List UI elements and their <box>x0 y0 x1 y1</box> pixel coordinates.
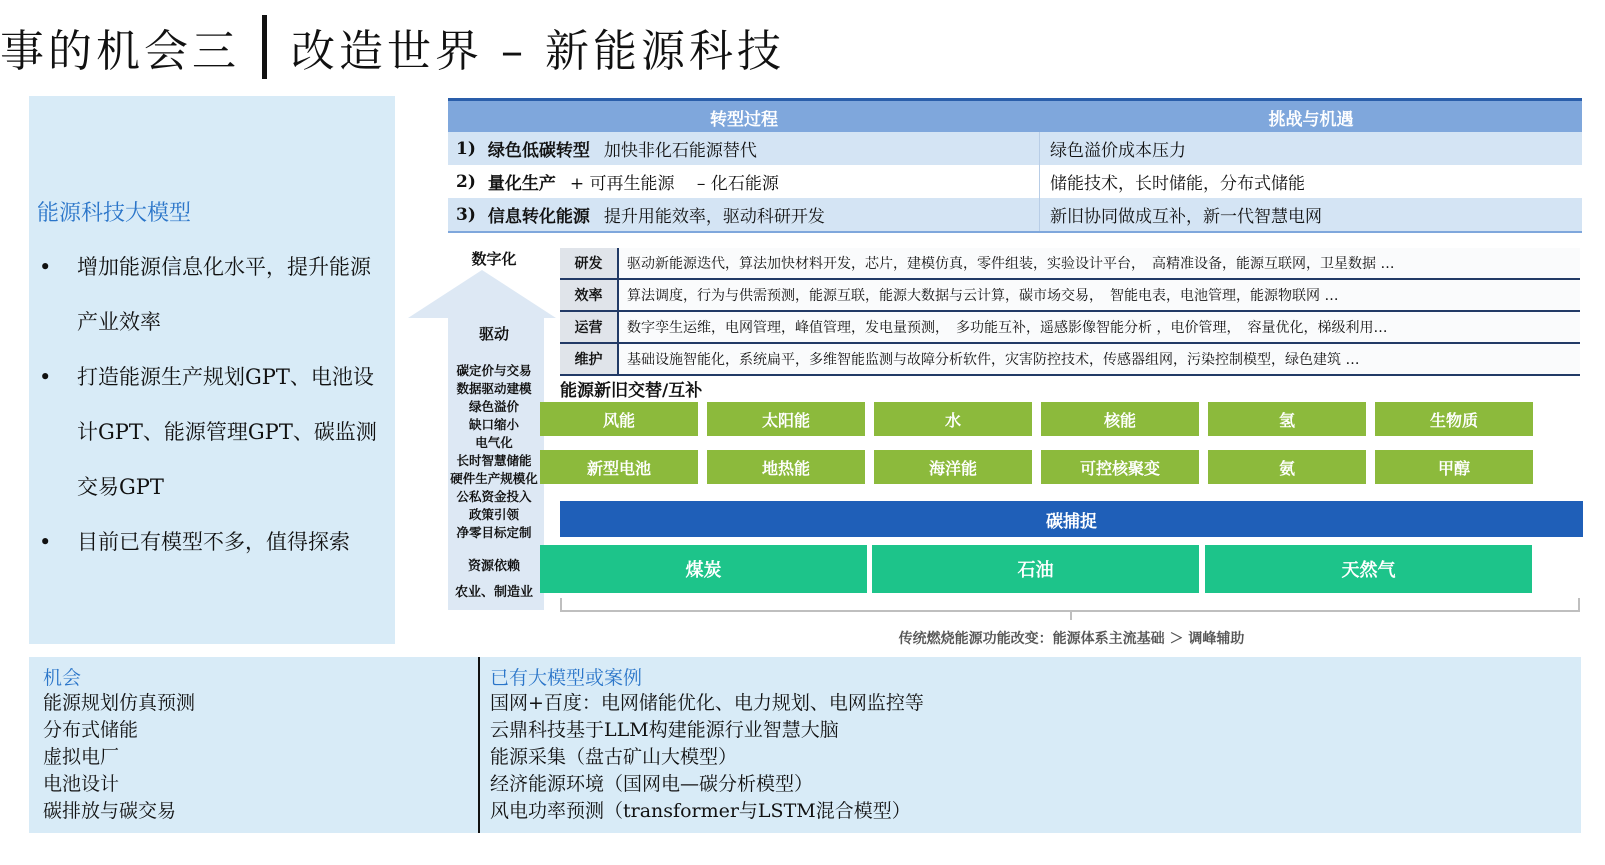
energy-section-title: 能源新旧交替/互补 <box>560 381 703 401</box>
energy-box-hydrogen: 氢 <box>1208 402 1366 436</box>
list-item: 云鼎科技基于LLM构建能源行业智慧大脑 <box>490 719 839 741</box>
table-header <box>448 98 1582 133</box>
digital-row-tag: 研发 <box>560 248 619 278</box>
cases-heading: 已有大模型或案例 <box>490 667 643 689</box>
digital-row-operation <box>560 312 1580 344</box>
list-item: 国网+百度：电网储能优化、电力规划、电网监控等 <box>490 692 924 714</box>
list-item <box>29 515 395 570</box>
left-panel-heading: 能源科技大模型 <box>37 201 192 226</box>
driver-item: 缺口缩小 <box>468 417 519 432</box>
opportunity-list <box>43 690 195 825</box>
bullet: • <box>39 365 52 389</box>
list-item: 风电功率预测（transformer与LSTM混合模型） <box>490 800 911 822</box>
left-panel-list <box>29 240 395 570</box>
bracket-tick <box>1070 610 1072 620</box>
row-challenge: 储能技术，长时储能，分布式储能 <box>1050 174 1305 194</box>
digital-row-text: 基础设施智能化，系统扁平，多维智能监测与故障分析软件，灾害防控技术，传感器组网，污染控制模型，绿色建筑 … <box>619 344 1580 374</box>
bullet: • <box>39 255 52 279</box>
row-desc: 加快非化石能源替代 <box>603 141 757 161</box>
up-arrow-icon <box>406 268 558 320</box>
arrow-foot-1: 资源依赖 <box>467 559 520 574</box>
energy-caption: 传统燃烧能源功能改变：能源体系主流基础 ＞ 调峰辅助 <box>898 631 1245 647</box>
digital-row-tag: 效率 <box>560 280 619 310</box>
opportunity-heading: 机会 <box>43 667 82 689</box>
driver-item: 碳定价与交易 <box>456 363 532 378</box>
digital-row-tag: 维护 <box>560 344 619 374</box>
bullet: • <box>39 530 52 554</box>
list-item: 虚拟电厂 <box>43 746 120 768</box>
arrow-foot-2: 农业、制造业 <box>454 585 533 600</box>
driver-item: 公私资金投入 <box>456 489 532 504</box>
row-challenge: 绿色溢价成本压力 <box>1050 141 1186 161</box>
list-item: 碳排放与碳交易 <box>43 800 177 822</box>
driver-item: 硬件生产规模化 <box>450 471 538 486</box>
arrow-top-label: 数字化 <box>471 250 517 268</box>
table-row <box>448 165 1582 198</box>
row-key: 量化生产 <box>487 174 556 194</box>
left-panel <box>29 96 395 644</box>
energy-box-fusion: 可控核聚变 <box>1041 450 1199 484</box>
traditional-box-oil: 石油 <box>872 545 1199 593</box>
row-number: 1) <box>456 138 476 159</box>
list-item: 电池设计 <box>43 773 120 795</box>
energy-box-solar: 太阳能 <box>707 402 865 436</box>
digital-row-text: 数字孪生运维，电网管理，峰值管理，发电量预测， 多功能互补，遥感影像智能分析 ，电价管理， 容量优化，梯级利用… <box>619 312 1580 342</box>
digital-row-tag: 运营 <box>560 312 619 342</box>
row-key: 信息转化能源 <box>487 207 590 227</box>
table-row <box>448 198 1582 233</box>
title-divider <box>262 15 267 79</box>
list-item <box>29 240 395 350</box>
row-desc: 提升用能效率，驱动科研开发 <box>603 207 825 227</box>
traditional-box-coal: 煤炭 <box>540 545 867 593</box>
row-desc: + 可再生能源 – 化石能源 <box>569 174 779 194</box>
driver-item: 数据驱动建模 <box>456 381 532 396</box>
list-item: 分布式储能 <box>43 719 139 741</box>
energy-box-ocean: 海洋能 <box>874 450 1032 484</box>
row-challenge: 新旧协同做成互补，新一代智慧电网 <box>1050 207 1322 227</box>
page-title-part1: 事的机会三 <box>0 26 240 77</box>
traditional-box-gas: 天然气 <box>1205 545 1532 593</box>
row-number: 3) <box>456 204 476 225</box>
page-title <box>0 2 1000 92</box>
arrow-mid-label: 驱动 <box>478 325 509 343</box>
list-item-text: 增加能源信息化水平，提升能源产业效率 <box>77 255 371 334</box>
driver-item: 净零目标定制 <box>456 525 532 540</box>
list-item: 能源规划仿真预测 <box>43 692 196 714</box>
digital-row-efficiency <box>560 280 1580 312</box>
energy-box-water: 水 <box>874 402 1032 436</box>
energy-box-new-battery: 新型电池 <box>540 450 698 484</box>
table-header-challenge: 挑战与机遇 <box>1268 109 1354 130</box>
list-item-text: 目前已有模型不多，值得探索 <box>77 530 350 554</box>
carbon-capture-bar: 碳捕捉 <box>560 501 1583 537</box>
row-number: 2) <box>456 171 476 192</box>
arrow-driver-list <box>430 362 558 542</box>
driver-item: 长时智慧储能 <box>456 453 532 468</box>
table-row <box>448 132 1582 165</box>
bottom-panel <box>29 657 1581 833</box>
digital-row-maintenance <box>560 344 1580 376</box>
list-item-text: 打造能源生产规划GPT、电池设计GPT、能源管理GPT、碳监测交易GPT <box>77 365 377 499</box>
digital-row-rnd <box>560 248 1580 280</box>
energy-box-geothermal: 地热能 <box>707 450 865 484</box>
list-item <box>29 350 395 515</box>
digital-row-text: 驱动新能源迭代，算法加快材料开发，芯片，建模仿真，零件组装，实验设计平台， 高精准设备，能源互联网，卫星数据 … <box>619 248 1580 278</box>
energy-box-biomass: 生物质 <box>1375 402 1533 436</box>
energy-box-ammonia: 氨 <box>1208 450 1366 484</box>
energy-box-nuclear: 核能 <box>1041 402 1199 436</box>
energy-box-wind: 风能 <box>540 402 698 436</box>
driver-item: 电气化 <box>475 435 513 450</box>
list-item: 经济能源环境（国网电—碳分析模型） <box>490 773 814 795</box>
cases-list <box>490 690 924 825</box>
table-header-process: 转型过程 <box>710 109 778 130</box>
list-item: 能源采集（盘古矿山大模型） <box>490 746 738 768</box>
digital-row-text: 算法调度，行为与供需预测，能源互联，能源大数据与云计算，碳市场交易， 智能电表，电池管理，能源物联网 … <box>619 280 1580 310</box>
row-key: 绿色低碳转型 <box>487 141 590 161</box>
page-title-part2: 改造世界 – 新能源科技 <box>291 26 785 77</box>
bottom-divider <box>478 657 480 833</box>
driver-item: 政策引领 <box>468 507 519 522</box>
driver-item: 绿色溢价 <box>468 399 519 414</box>
energy-box-methanol: 甲醇 <box>1375 450 1533 484</box>
